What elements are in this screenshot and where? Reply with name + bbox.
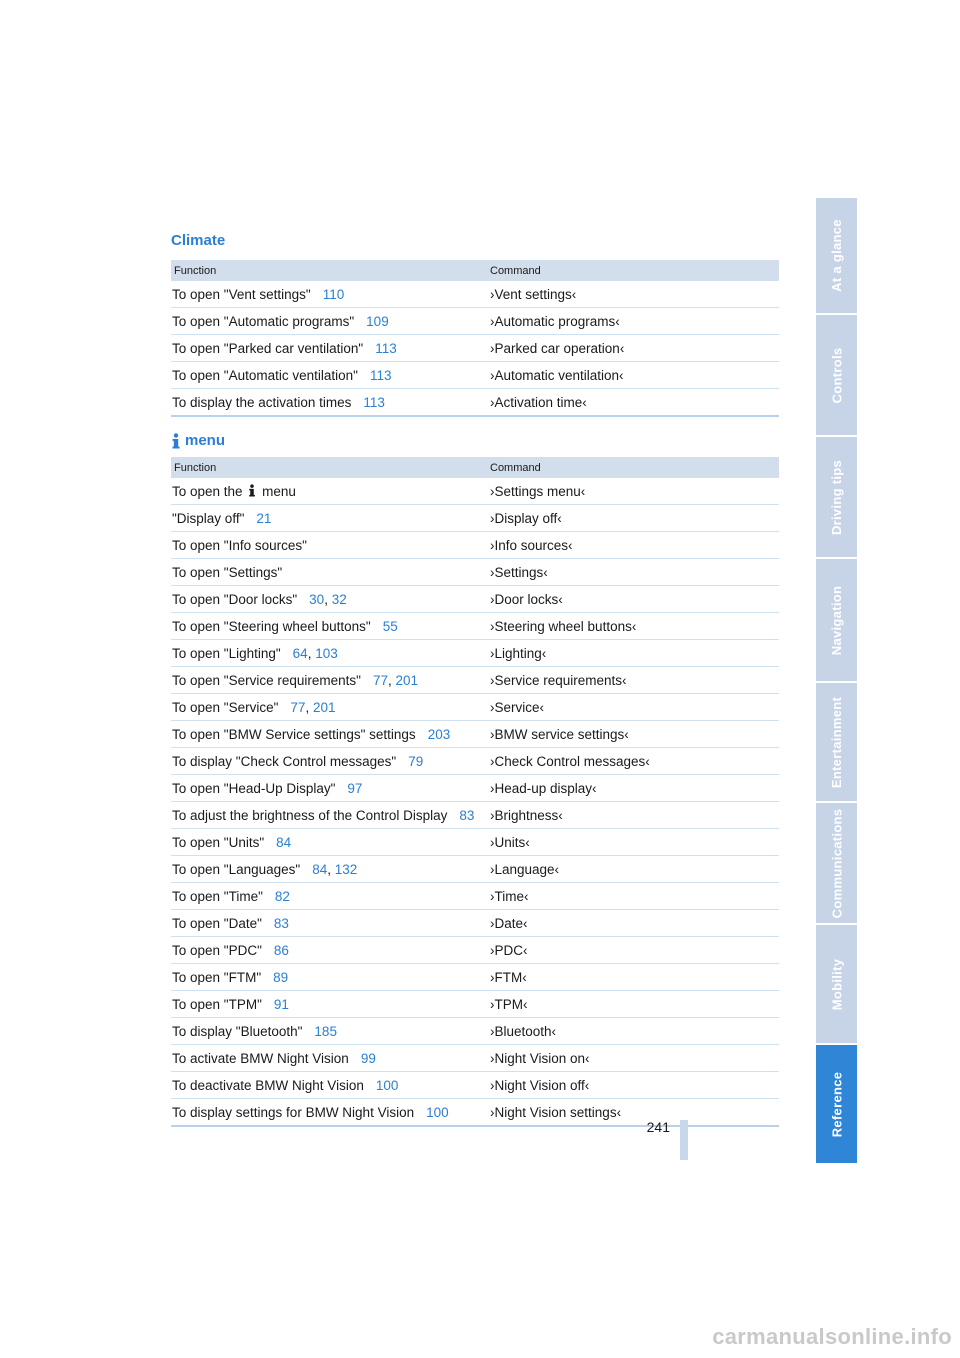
function-text: To open "Steering wheel buttons" — [172, 619, 371, 634]
page-link[interactable]: 89 — [273, 970, 289, 985]
function-text: To open "Parked car ventilation" — [172, 341, 364, 356]
command-cell: ›Brightness‹ — [490, 802, 779, 829]
page-link[interactable]: 113 — [363, 395, 385, 410]
sidebar-tab-communications[interactable] — [816, 803, 857, 923]
menu-table — [171, 457, 779, 1127]
function-text: To adjust the brightness of the Control Display — [172, 808, 448, 823]
menu-table-body — [171, 478, 779, 1126]
function-text: menu — [262, 484, 296, 499]
function-text: To display settings for BMW Night Vision — [172, 1105, 415, 1120]
sidebar-tab-label: Driving tips — [829, 459, 845, 535]
page-reference[interactable] — [383, 619, 398, 634]
sidebar-tab-label: Communications — [829, 808, 844, 918]
page-reference[interactable] — [361, 1051, 376, 1066]
function-text: To open "Automatic programs" — [172, 314, 355, 329]
page-link[interactable]: 100 — [375, 1078, 399, 1093]
page-reference[interactable] — [275, 889, 290, 904]
command-cell: ›Date‹ — [490, 910, 779, 937]
table-row — [171, 721, 779, 748]
info-icon — [248, 484, 256, 497]
page-reference[interactable] — [366, 314, 389, 329]
page-reference[interactable]: 30, 32 — [309, 592, 347, 607]
function-text: To open "Time" — [172, 889, 263, 904]
command-cell: ›Settings‹ — [490, 559, 779, 586]
page-link[interactable]: 84 — [312, 862, 328, 877]
table-row — [171, 910, 779, 937]
function-cell — [171, 559, 490, 586]
page-reference[interactable]: 77, 201 — [290, 700, 336, 715]
sidebar-tab-label: Reference — [829, 1071, 845, 1137]
table-header-row — [171, 260, 779, 281]
page-link[interactable]: 201 — [395, 673, 419, 688]
page-number-bar — [680, 1120, 688, 1160]
command-cell: ›Door locks‹ — [490, 586, 779, 613]
sidebar-tab-mobility[interactable] — [816, 925, 857, 1043]
page-link[interactable]: 91 — [273, 997, 289, 1012]
function-text: To open "Service requirements" — [172, 673, 361, 688]
function-cell — [171, 362, 490, 389]
function-cell — [171, 532, 490, 559]
table-row — [171, 281, 779, 308]
command-cell: ›PDC‹ — [490, 937, 779, 964]
function-text: To open the — [172, 484, 243, 499]
page-reference[interactable] — [376, 1078, 399, 1093]
function-cell — [171, 991, 490, 1018]
page-reference[interactable] — [363, 395, 385, 410]
sidebar-tab-navigation[interactable] — [816, 559, 857, 681]
command-column-header: Command — [490, 260, 779, 281]
table-row — [171, 532, 779, 559]
function-text: To open "FTM" — [172, 970, 262, 985]
page-link[interactable]: 100 — [426, 1105, 449, 1120]
page-link[interactable]: 203 — [427, 727, 451, 742]
page-number: 241 — [646, 1119, 670, 1135]
page-link[interactable]: 109 — [366, 314, 389, 329]
command-cell: ›Time‹ — [490, 883, 779, 910]
command-cell: ›Language‹ — [490, 856, 779, 883]
page-link[interactable]: 113 — [369, 368, 392, 383]
table-row — [171, 991, 779, 1018]
function-text: To display "Bluetooth" — [172, 1024, 303, 1039]
page-reference[interactable] — [428, 727, 451, 742]
page-reference[interactable]: 64, 103 — [292, 646, 338, 661]
command-cell: ›Vent settings‹ — [490, 281, 779, 308]
climate-section-title: Climate — [171, 231, 226, 249]
table-row — [171, 856, 779, 883]
function-text: To open "BMW Service settings" settings — [172, 727, 416, 742]
command-cell: ›Service‹ — [490, 694, 779, 721]
function-cell — [171, 1072, 490, 1099]
command-cell: ›Steering wheel buttons‹ — [490, 613, 779, 640]
command-cell: ›Lighting‹ — [490, 640, 779, 667]
function-cell — [171, 1099, 490, 1127]
sidebar-tab-controls[interactable] — [816, 315, 857, 435]
table-row — [171, 1072, 779, 1099]
page-link[interactable]: 132 — [334, 862, 358, 877]
function-text: To open "Service" — [172, 700, 279, 715]
command-cell: ›Bluetooth‹ — [490, 1018, 779, 1045]
table-row — [171, 775, 779, 802]
table-row — [171, 1045, 779, 1072]
command-cell: ›Info sources‹ — [490, 532, 779, 559]
command-cell: ›Service requirements‹ — [490, 667, 779, 694]
function-cell — [171, 1045, 490, 1072]
page-reference[interactable] — [276, 835, 291, 850]
function-cell — [171, 1018, 490, 1045]
page-link[interactable]: 97 — [347, 781, 363, 796]
function-cell — [171, 640, 490, 667]
function-cell — [171, 281, 490, 308]
page-reference[interactable] — [274, 943, 289, 958]
page-link[interactable]: 83 — [459, 808, 475, 823]
command-cell: ›Night Vision off‹ — [490, 1072, 779, 1099]
function-cell — [171, 505, 490, 532]
function-text: To open "Date" — [172, 916, 262, 931]
main-content — [171, 228, 779, 1127]
function-cell — [171, 937, 490, 964]
sidebar-tab-label: Controls — [829, 347, 844, 403]
page-link[interactable]: 77 — [290, 700, 306, 715]
page-reference[interactable] — [347, 781, 362, 796]
table-row — [171, 362, 779, 389]
function-column-header: Function — [171, 457, 490, 478]
function-cell — [171, 586, 490, 613]
sidebar-tab-entertainment[interactable] — [816, 683, 857, 801]
page-link[interactable]: 185 — [314, 1024, 337, 1039]
page-link[interactable]: 30 — [309, 592, 325, 607]
climate-table — [171, 260, 779, 417]
function-cell — [171, 694, 490, 721]
command-cell: ›Night Vision on‹ — [490, 1045, 779, 1072]
page-link[interactable]: 32 — [331, 592, 347, 607]
page-reference[interactable] — [426, 1105, 449, 1120]
function-text: To open "TPM" — [172, 997, 262, 1012]
command-cell: ›Night Vision settings‹ — [490, 1099, 779, 1127]
climate-table-body — [171, 281, 779, 416]
function-cell — [171, 829, 490, 856]
sidebar-tab-reference[interactable] — [816, 1045, 857, 1163]
page-link[interactable]: 103 — [315, 646, 338, 661]
command-cell: ›Units‹ — [490, 829, 779, 856]
table-row — [171, 802, 779, 829]
page-reference[interactable] — [323, 287, 345, 302]
command-cell: ›Settings menu‹ — [490, 478, 779, 505]
sidebar-tab-label: At a glance — [829, 219, 844, 292]
page-link[interactable]: 83 — [273, 916, 289, 931]
table-row — [171, 829, 779, 856]
command-column-header: Command — [490, 457, 779, 478]
page-link[interactable]: 64 — [292, 646, 308, 661]
command-cell: ›Activation time‹ — [490, 389, 779, 417]
function-text: To open "Settings" — [172, 565, 283, 580]
page-reference[interactable] — [274, 997, 289, 1012]
page-reference[interactable]: 84, 132 — [312, 862, 358, 877]
page-reference[interactable] — [375, 341, 397, 356]
sidebar-tab-label: Mobility — [829, 958, 845, 1010]
chapter-sidebar — [816, 198, 857, 1165]
table-row — [171, 964, 779, 991]
command-cell: ›Automatic programs‹ — [490, 308, 779, 335]
function-cell — [171, 910, 490, 937]
table-row — [171, 640, 779, 667]
sidebar-tab-label: Entertainment — [829, 696, 844, 788]
function-cell — [171, 775, 490, 802]
page-reference[interactable] — [408, 754, 423, 769]
page-link[interactable]: 99 — [360, 1051, 376, 1066]
info-icon — [171, 433, 181, 449]
function-cell — [171, 802, 490, 829]
function-text: "Display off" — [172, 511, 245, 526]
table-row — [171, 308, 779, 335]
function-cell — [171, 964, 490, 991]
function-text: To deactivate BMW Night Vision — [172, 1078, 364, 1093]
function-cell — [171, 308, 490, 335]
function-cell — [171, 748, 490, 775]
page-reference[interactable] — [370, 368, 392, 383]
table-row — [171, 748, 779, 775]
function-cell — [171, 856, 490, 883]
page-link[interactable]: 77 — [372, 673, 388, 688]
table-row — [171, 335, 779, 362]
table-header-row — [171, 457, 779, 478]
command-cell: ›TPM‹ — [490, 991, 779, 1018]
table-row — [171, 559, 779, 586]
command-cell: ›Display off‹ — [490, 505, 779, 532]
page-link[interactable]: 82 — [274, 889, 290, 904]
function-cell — [171, 667, 490, 694]
command-cell: ›Head-up display‹ — [490, 775, 779, 802]
table-row — [171, 613, 779, 640]
command-cell: ›FTM‹ — [490, 964, 779, 991]
table-row — [171, 667, 779, 694]
page-reference[interactable] — [314, 1024, 337, 1039]
function-cell — [171, 721, 490, 748]
function-text: To activate BMW Night Vision — [172, 1051, 349, 1066]
page-link[interactable]: 55 — [382, 619, 398, 634]
table-row — [171, 883, 779, 910]
page-link[interactable]: 201 — [312, 700, 336, 715]
function-cell — [171, 335, 490, 362]
watermark: carmanualsonline.info — [712, 1324, 952, 1349]
function-text: To open "Units" — [172, 835, 265, 850]
function-text: To display "Check Control messages" — [172, 754, 397, 769]
command-cell: ›Check Control messages‹ — [490, 748, 779, 775]
function-text: To open "Info sources" — [172, 538, 307, 553]
function-column-header: Function — [171, 260, 490, 281]
function-text: To open "Lighting" — [172, 646, 281, 661]
command-cell: ›BMW service settings‹ — [490, 721, 779, 748]
page-link[interactable]: 79 — [408, 754, 424, 769]
page-link[interactable]: 84 — [276, 835, 292, 850]
page-link[interactable]: 21 — [256, 511, 272, 526]
page-reference[interactable] — [256, 511, 271, 526]
sidebar-tab-driving-tips[interactable] — [816, 437, 857, 557]
menu-section-title-text: menu — [185, 432, 226, 449]
command-cell: ›Parked car operation‹ — [490, 335, 779, 362]
function-text: To open "Languages" — [172, 862, 301, 877]
function-cell — [171, 613, 490, 640]
function-text: To open "Vent settings" — [172, 287, 311, 302]
table-row — [171, 586, 779, 613]
page-reference[interactable]: 77, 201 — [372, 673, 419, 688]
function-text: To open "Door locks" — [172, 592, 298, 607]
table-row — [171, 389, 779, 417]
function-cell — [171, 478, 490, 505]
page-reference[interactable] — [459, 808, 474, 823]
table-row — [171, 478, 779, 505]
table-row — [171, 937, 779, 964]
command-cell: ›Automatic ventilation‹ — [490, 362, 779, 389]
sidebar-tab-at-a-glance[interactable] — [816, 198, 857, 313]
page-reference[interactable] — [274, 916, 289, 931]
sidebar-tab-label: Navigation — [829, 585, 844, 655]
page-reference[interactable] — [273, 970, 288, 985]
page-link[interactable]: 86 — [273, 943, 289, 958]
function-cell — [171, 883, 490, 910]
menu-section-title — [171, 432, 779, 449]
table-row — [171, 505, 779, 532]
table-row — [171, 1018, 779, 1045]
function-cell — [171, 389, 490, 417]
function-text: To display the activation times — [172, 395, 352, 410]
function-text: To open "PDC" — [172, 943, 262, 958]
function-text: To open "Head-Up Display" — [172, 781, 336, 796]
table-row — [171, 694, 779, 721]
page-link[interactable]: 110 — [322, 287, 345, 302]
page-link[interactable]: 113 — [375, 341, 397, 356]
function-text: To open "Automatic ventilation" — [172, 368, 358, 383]
